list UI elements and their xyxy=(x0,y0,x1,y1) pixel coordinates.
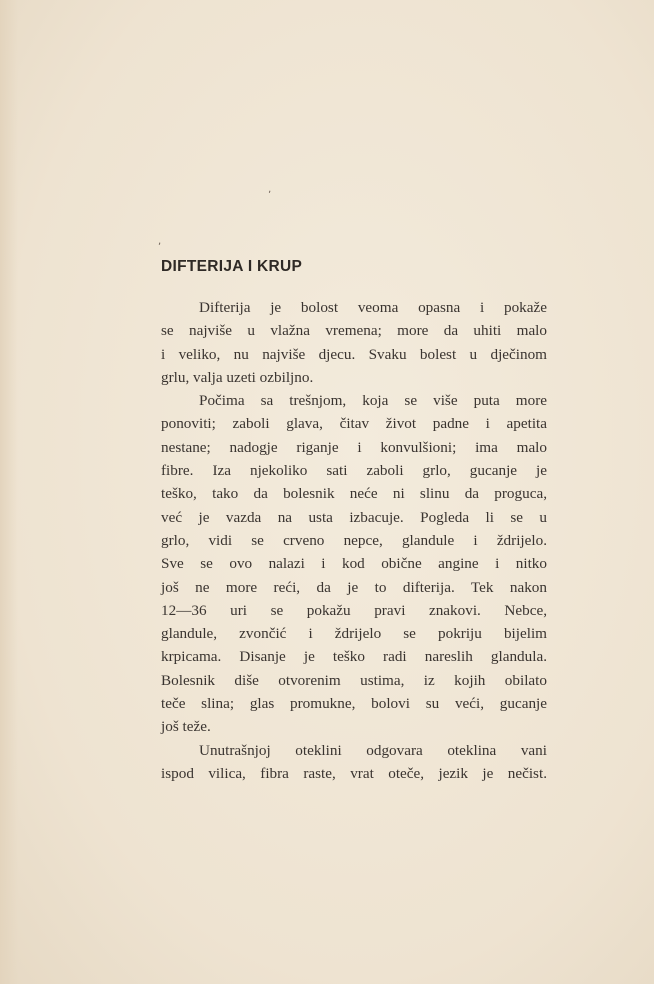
text-line: još ne more reći, da je to difterija. Tek nakon xyxy=(161,578,547,596)
text-line: grlu, valja uzeti ozbiljno. xyxy=(161,368,314,386)
text-line: Difterija je bolost veoma opasna i pokaže xyxy=(199,299,547,316)
text-line: još teže. xyxy=(161,718,211,736)
text-line: Sve se ovo nalazi i kod obične angine i nitko xyxy=(161,555,547,573)
text-line: 12—36 uri se pokažu pravi znakovi. Nebce, xyxy=(161,601,547,619)
stray-mark: ʼ xyxy=(268,190,272,201)
text-line: glandule, zvončić i ždrijelo se pokriju bijelim xyxy=(161,625,547,643)
text-line: fibre. Iza njekoliko sati zaboli grlo, gucanje je xyxy=(161,462,547,480)
page-edge-shadow xyxy=(0,0,18,984)
body-text xyxy=(161,296,547,785)
text-line: ispod vilica, fibra raste, vrat oteče, jezik je nečist. xyxy=(161,764,547,782)
text-line: krpicama. Disanje je teško radi nareslih glandula. xyxy=(161,648,547,666)
chapter-heading: DIFTERIJA I KRUP xyxy=(161,258,303,275)
text-line: teško, tako da bolesnik neće ni slinu da proguca, xyxy=(161,485,547,503)
text-line: Počima sa trešnjom, koja se više puta more xyxy=(199,392,547,410)
text-line: Unutrašnjoj oteklini odgovara oteklina vani xyxy=(199,741,547,759)
text-line: se najviše u vlažna vremena; more da uhiti malo xyxy=(161,322,547,340)
text-line: Bolesnik diše otvorenim ustima, iz kojih obilato xyxy=(161,671,547,689)
text-line: nestane; nadogje riganje i konvulšioni; ima malo xyxy=(161,438,547,456)
text-line: i veliko, nu najviše djecu. Svaku bolest u dječinom xyxy=(161,345,547,363)
stray-mark: , xyxy=(158,236,162,247)
text-line: teče slina; glas promukne, bolovi su veći, gucanje xyxy=(161,695,547,713)
text-line: grlo, vidi se crveno nepce, glandule i ždrijelo. xyxy=(161,531,547,549)
text-line: već je vazda na usta izbacuje. Pogleda li se u xyxy=(161,508,547,526)
text-line: ponoviti; zaboli glava, čitav život padne i apetita xyxy=(161,415,547,433)
